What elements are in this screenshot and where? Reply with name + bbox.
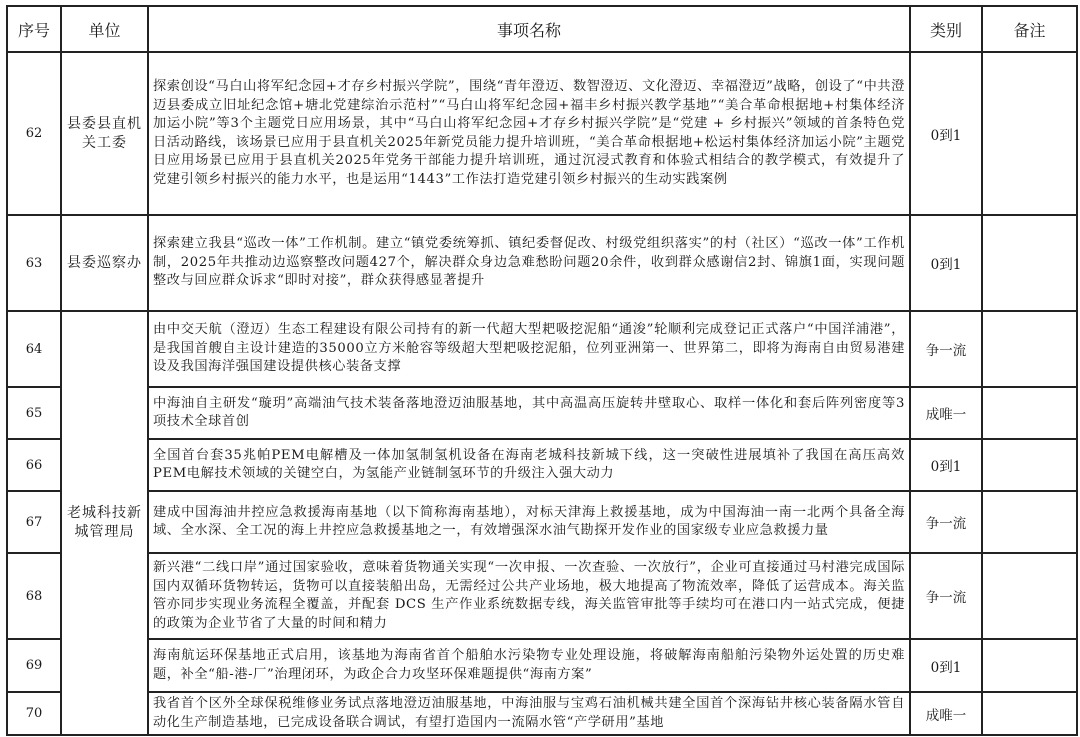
row-category: 争一流 bbox=[910, 553, 982, 639]
items-table bbox=[6, 5, 1078, 736]
row-category: 0到1 bbox=[910, 52, 982, 215]
row-category: 0到1 bbox=[910, 439, 982, 491]
table-row bbox=[7, 553, 1077, 639]
row-category: 成唯一 bbox=[910, 692, 982, 735]
row-category: 0到1 bbox=[910, 215, 982, 311]
row-category: 争一流 bbox=[910, 311, 982, 387]
header-unit: 单位 bbox=[61, 6, 148, 52]
row-remarks bbox=[982, 439, 1077, 491]
table-row bbox=[7, 639, 1077, 692]
row-remarks bbox=[982, 52, 1077, 215]
row-seq: 66 bbox=[7, 439, 61, 491]
row-seq: 67 bbox=[7, 491, 61, 553]
table-row bbox=[7, 311, 1077, 387]
row-item: 我省首个区外全球保税维修业务试点落地澄迈油服基地，中海油服与宝鸡石油机械共建全国首个深海钻井核心装备隔水管自动化生产制造基地，已完成设备联合调试，有望打造国内一流隔水管“产学研用”基地 bbox=[148, 692, 910, 735]
row-category: 争一流 bbox=[910, 491, 982, 553]
row-unit: 县委巡察办 bbox=[61, 215, 148, 311]
row-seq: 69 bbox=[7, 639, 61, 692]
row-remarks bbox=[982, 692, 1077, 735]
table-row bbox=[7, 439, 1077, 491]
header-remarks: 备注 bbox=[982, 6, 1077, 52]
row-unit: 县委县直机关工委 bbox=[61, 52, 148, 215]
row-seq: 63 bbox=[7, 215, 61, 311]
header-item: 事项名称 bbox=[148, 6, 910, 52]
row-unit: 老城科技新城管理局 bbox=[61, 311, 148, 735]
row-item: 中海油自主研发“璇玥”高端油气技术装备落地澄迈油服基地，其中高温高压旋转井壁取心、取样一体化和套后阵列密度等3项技术全球首创 bbox=[148, 387, 910, 439]
row-item: 全国首台套35兆帕PEM电解槽及一体加氢制氢机设备在海南老城科技新城下线，这一突破性进展填补了我国在高压高效PEM电解技术领域的关键空白，为氢能产业链制氢环节的升级注入强大动力 bbox=[148, 439, 910, 491]
row-remarks bbox=[982, 491, 1077, 553]
row-seq: 64 bbox=[7, 311, 61, 387]
row-seq: 68 bbox=[7, 553, 61, 639]
row-item: 海南航运环保基地正式启用，该基地为海南省首个船舶水污染物专业处理设施，将破解海南船舶污染物外运处置的历史难题，补全“船-港-厂”治理闭环，为政企合力攻坚环保难题提供“海南方案” bbox=[148, 639, 910, 692]
row-remarks bbox=[982, 639, 1077, 692]
table-row bbox=[7, 491, 1077, 553]
header-category: 类别 bbox=[910, 6, 982, 52]
table-header-row bbox=[7, 6, 1077, 52]
row-item: 由中交天航（澄迈）生态工程建设有限公司持有的新一代超大型耙吸挖泥船“通浚”轮顺利完成登记正式落户“中国洋浦港”，是我国首艘自主设计建造的35000立方米舱容等级超大型耙吸挖泥船，位列亚洲第一、世界第二，即将为海南自由贸易港建设及我国海洋强国建设提供核心装备支撑 bbox=[148, 311, 910, 387]
row-seq: 62 bbox=[7, 52, 61, 215]
row-remarks bbox=[982, 311, 1077, 387]
row-remarks bbox=[982, 215, 1077, 311]
table-row bbox=[7, 387, 1077, 439]
header-seq: 序号 bbox=[7, 6, 61, 52]
row-item: 探索建立我县“巡改一体”工作机制。建立“镇党委统筹抓、镇纪委督促改、村级党组织落实”的村（社区）“巡改一体”工作机制，2025年共推动边巡察整改问题427个，解决群众身边急难愁盼问题20余件，收到群众感谢信2封、锦旗1面，实现问题整改与回应群众诉求“即时对接”，群众获得感显著提升 bbox=[148, 215, 910, 311]
row-category: 成唯一 bbox=[910, 387, 982, 439]
row-remarks bbox=[982, 387, 1077, 439]
row-item: 建成中国海油井控应急救援海南基地（以下简称海南基地），对标天津海上救援基地，成为中国海油一南一北两个具备全海域、全水深、全工况的海上井控应急救援基地之一，有效增强深水油气勘探开发作业的国家级专业应急救援力量 bbox=[148, 491, 910, 553]
row-seq: 65 bbox=[7, 387, 61, 439]
row-remarks bbox=[982, 553, 1077, 639]
table-row bbox=[7, 52, 1077, 215]
table-row bbox=[7, 692, 1077, 735]
row-item: 新兴港“二线口岸”通过国家验收，意味着货物通关实现“一次申报、一次查验、一次放行”，企业可直接通过马村港完成国际国内双循环货物转运，货物可以直接装船出岛，无需经过公共产业场地，极大地提高了物流效率，降低了运营成本。海关监管亦同步实现业务流程全覆盖，并配套 DCS 生产作业系统数据专线，海关监管审批等手续均可在港口内一站式完成，便捷的政策为企业节省了大量的时间和精力 bbox=[148, 553, 910, 639]
row-category: 0到1 bbox=[910, 639, 982, 692]
row-item: 探索创设“马白山将军纪念园+才存乡村振兴学院”，围绕“青年澄迈、数智澄迈、文化澄迈、幸福澄迈”战略，创设了“中共澄迈县委成立旧址纪念馆+塘北党建综治示范村”“马白山将军纪念园+福丰乡村振兴教学基地”“美合革命根据地+村集体经济加运小院”等3个主题党日应用场景，其中“马白山将军纪念园+才存乡村振兴学院”是“党建 + 乡村振兴”领域的首条特色党日活动路线，该场景已应用于县直机关2025年新党员能力提升培训班，“美合革命根据地+松运村集体经济加运小院”主题党日应用场景已应用于县直机关2025年党务干部能力提升培训班，通过沉浸式教育和体验式相结合的教学模式，有效提升了党建引领乡村振兴的能力水平，也是运用“1443”工作法打造党建引领乡村振兴的生动实践案例 bbox=[148, 52, 910, 215]
table-row bbox=[7, 215, 1077, 311]
row-seq: 70 bbox=[7, 692, 61, 735]
